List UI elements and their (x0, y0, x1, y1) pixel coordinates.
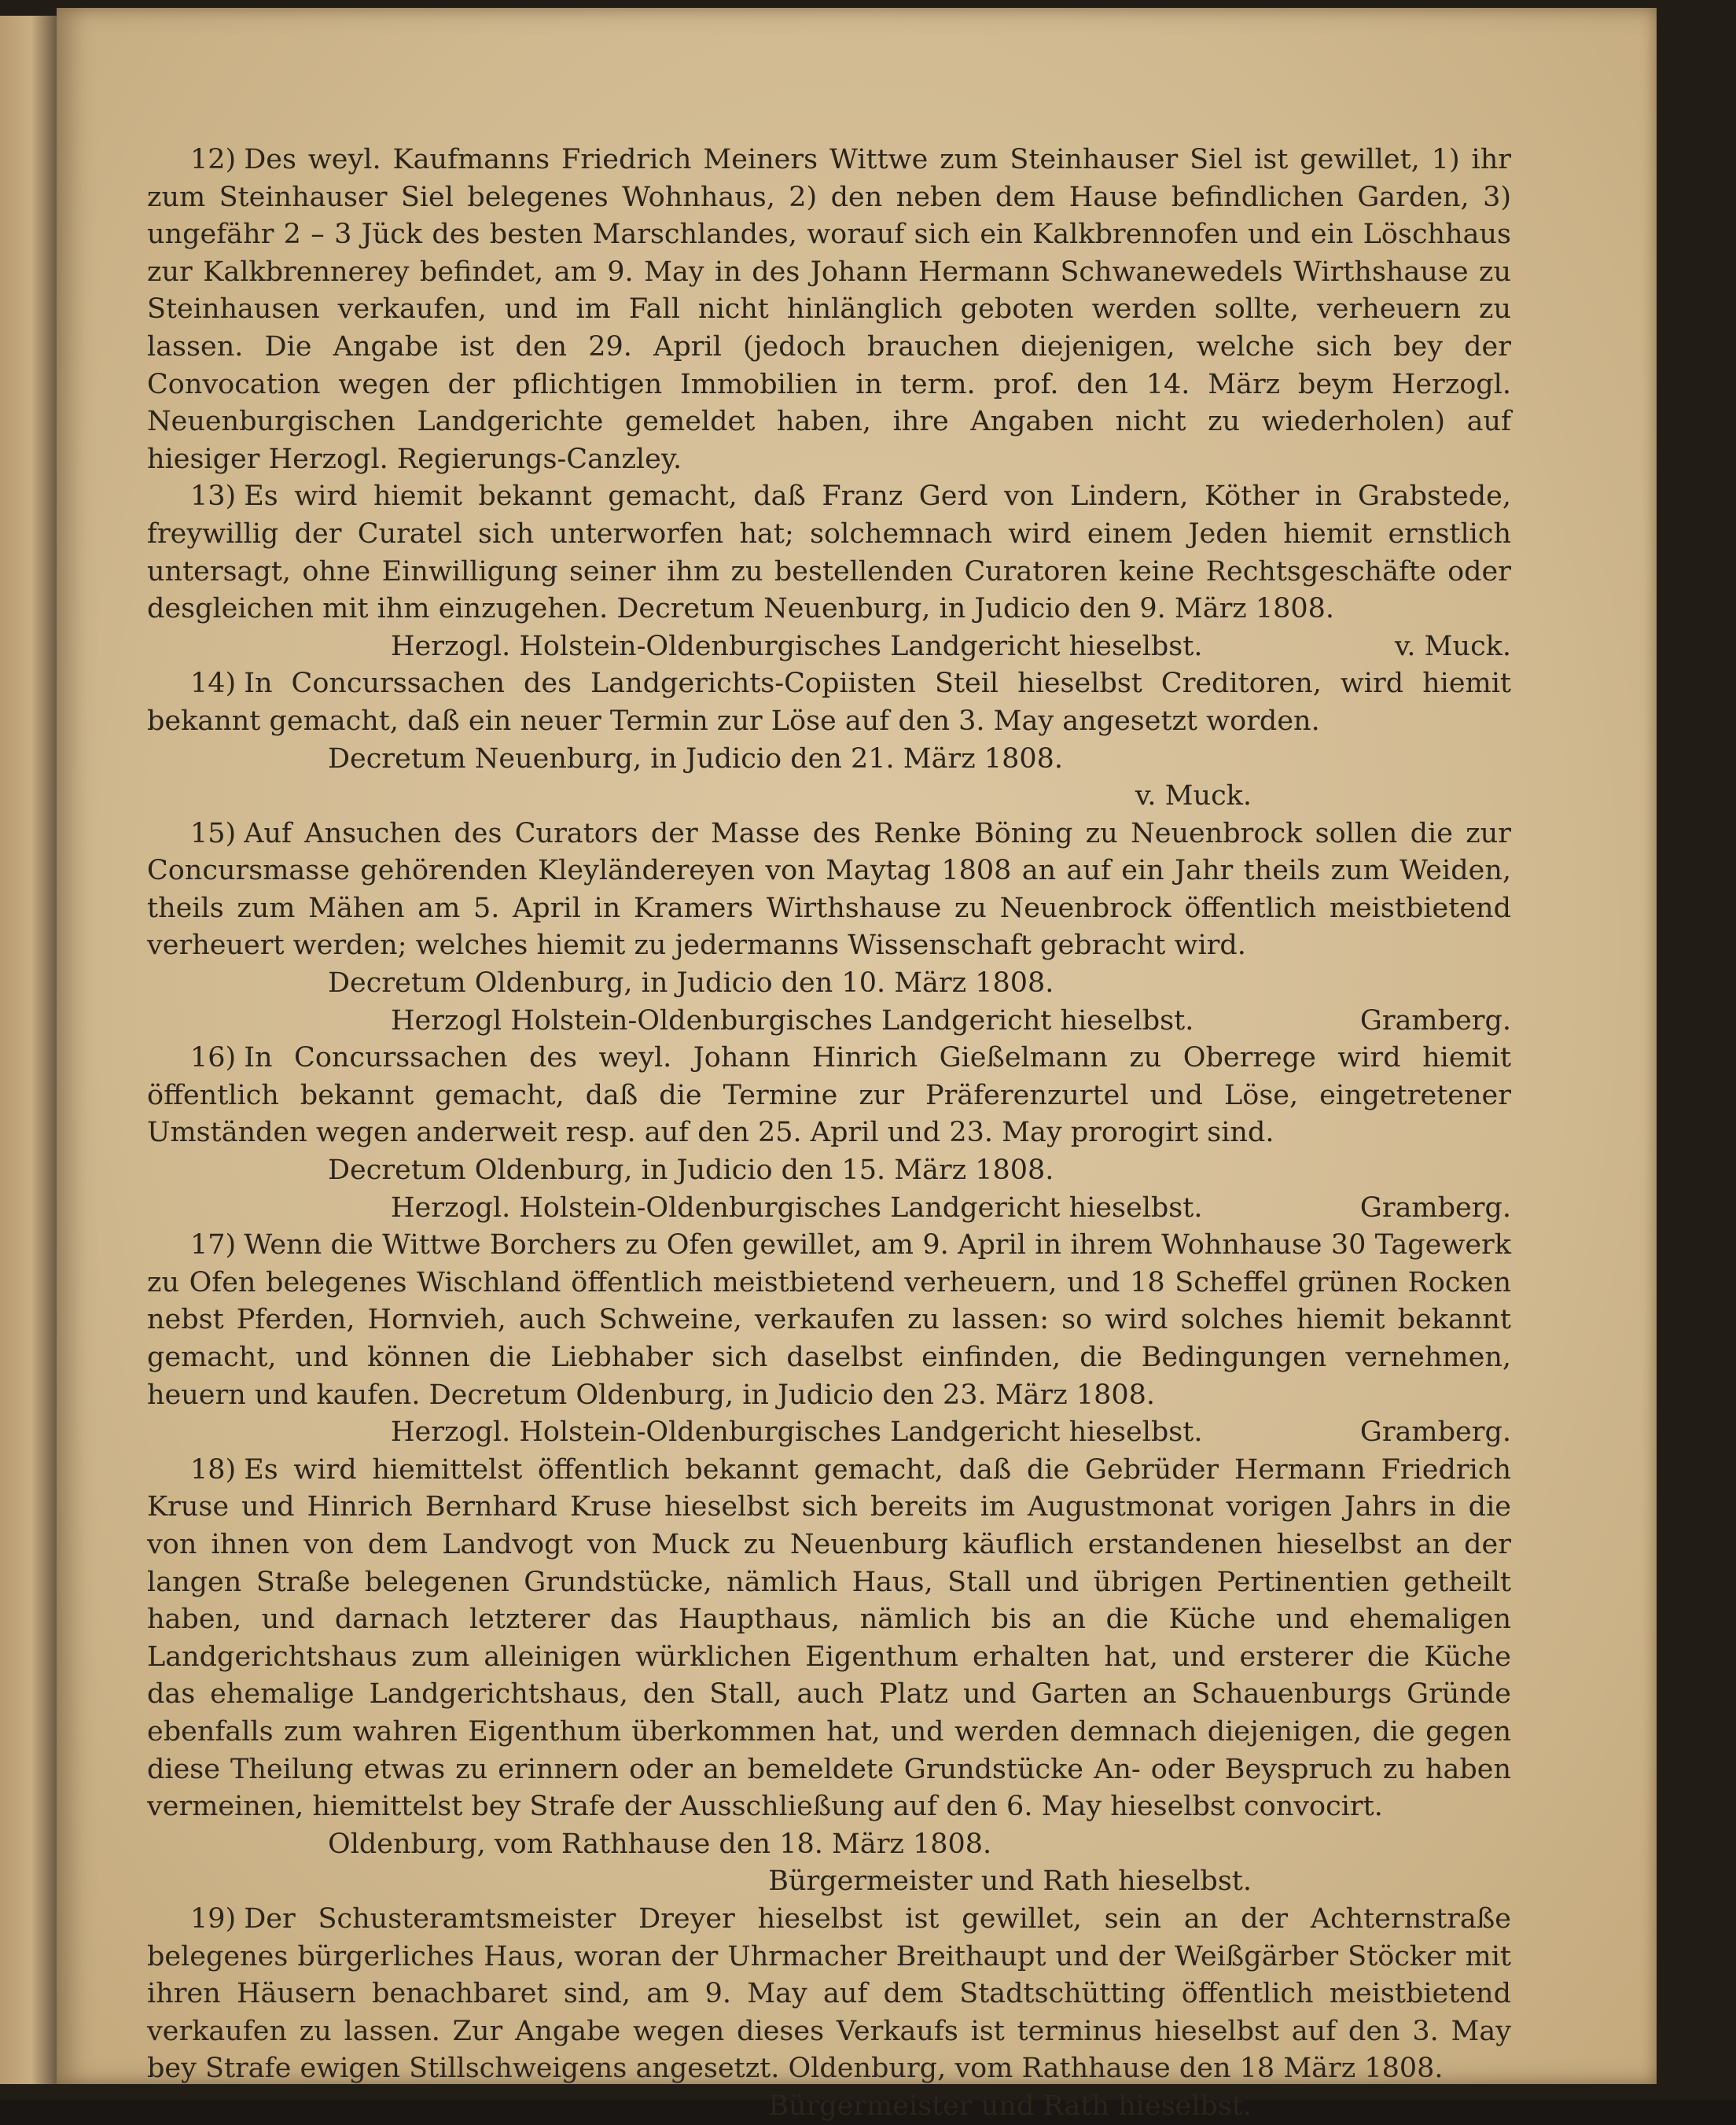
notice-body: Wenn die Wittwe Borchers zu Ofen gewillet, am 9. April in ihrem Wohnhause 30 Tagewerk zu Ofen belegenes Wischland öffentlich meistbietend verheuern, und 18 Scheffel grünen Rocken nebst Pferden, Hornvieh, auch Schweine, verkaufen zu lassen: so wird solches hiemit bekannt gemacht, und können die Liebhaber sich daselbst einfinden, die Bedingungen vernehmen, heuern und kaufen. Decretum Oldenburg, in Judicio den 23. März 1808. (147, 1229, 1511, 1411)
signatory: Gramberg. (1359, 1191, 1511, 1224)
issuing-court: Herzogl. Holstein-Oldenburgisches Landgericht hieselbst. (391, 1191, 1203, 1224)
notice-text (147, 1040, 1511, 1152)
notice-entry (147, 816, 1511, 1040)
notice-entry (147, 1040, 1511, 1227)
signatory: Bürgermeister und Rath hieselbst. (768, 1865, 1252, 1898)
notice-body: In Concurssachen des weyl. Johann Hinrich Gießelmann zu Oberrege wird hiemit öffentlich bekannt gemacht, daß die Termine zur Präferenzurtel und Löse, eingetretener Umständen wegen anderweit resp. auf den 25. April und 23. May prorogirt sind. (147, 1042, 1511, 1149)
notice-body: Des weyl. Kaufmanns Friedrich Meiners Wittwe zum Steinhauser Siel ist gewillet, 1) ihr zum Steinhauser Siel belegenes Wohnhaus, 2) den neben dem Hause befindlichen Garden, 3) ungefähr 2 – 3 Jück des besten Marschlandes, worauf sich ein Kalkbrennofen und ein Löschhaus zur Kalkbrennerey befindet, am 9. May in des Johann Hermann Schwanewedels Wirthshause zu Steinhausen verkaufen, und im Fall nicht hinlänglich geboten werden sollte, verheuern zu lassen. Die Angabe ist den 29. April (jedoch brauchen diejenigen, welche sich bey der Convocation wegen der pflichtigen Immobilien in term. prof. den 14. März beym Herzogl. Neuenburgischen Landgerichte gemeldet haben, ihre Angaben nicht zu wiederholen) auf hiesiger Herzogl. Regierungs-Canzley. (147, 144, 1511, 475)
notice-signature-line (147, 1003, 1511, 1040)
notice-number: 13) (190, 481, 237, 513)
notice-body: Der Schusteramtsmeister Dreyer hieselbst ist gewillet, sein an der Achternstraße belegenes bürgerliches Haus, woran der Uhrmacher Breithaupt und der Weißgärber Stöcker mit ihren Häusern benachbaret sind, am 9. May auf dem Stadtschütting öffentlich meistbietend verkaufen zu lassen. Zur Angabe wegen dieses Verkaufs ist terminus hieselbst auf den 3. May bey Strafe ewigen Stillschweigens angesetzt. Oldenburg, vom Rathhause den 18 März 1808. (147, 1902, 1511, 2085)
notice-signature-line (147, 778, 1511, 816)
notice-number: 12) (190, 144, 237, 175)
notice-body: Auf Ansuchen des Curators der Masse des Renke Böning zu Neuenbrock sollen die zur Concursmasse gehörenden Kleyländereyen von Maytag 1808 an auf ein Jahr theils zum Weiden, theils zum Mähen am 5. April in Kramers Wirthshause zu Neuenbrock öffentlich meistbietend verheuert werden; welches hiemit zu jedermanns Wissenschaft gebracht wird. (147, 817, 1511, 962)
signatory: Bürgermeister und Rath hieselbst. (768, 2090, 1252, 2122)
notice-signature-line (147, 1414, 1511, 1452)
signatory: v. Muck. (1394, 630, 1511, 662)
notice-signature-line (147, 628, 1511, 666)
notice-text (147, 1452, 1511, 1826)
notice-signature-line (147, 2088, 1511, 2125)
notice-number: 15) (190, 817, 237, 849)
notice-entry (147, 142, 1511, 478)
notice-entry (147, 1227, 1511, 1452)
notice-dateline: Oldenburg, vom Rathhause den 18. März 1808. (328, 1828, 992, 1860)
notice-body: Es wird hiemit bekannt gemacht, daß Franz Gerd von Lindern, Köther in Grabstede, freywillig der Curatel sich unterworfen hat; solchemnach wird einem Jeden hiemit ernstlich untersagt, ohne Einwilligung seiner ihm zu bestellenden Curatoren keine Rechtsgeschäfte oder desgleichen mit ihm einzugehen. Decretum Neuenburg, in Judicio den 9. März 1808. (147, 481, 1511, 625)
issuing-court: Herzogl. Holstein-Oldenburgisches Landgericht hieselbst. (391, 630, 1203, 662)
notice-entry (147, 1452, 1511, 1901)
notice-body: In Concurssachen des Landgerichts-Copiisten Steil hieselbst Creditoren, wird hiemit bekannt gemacht, daß ein neuer Termin zur Löse auf den 3. May angesetzt worden. (147, 668, 1511, 737)
notice-signature-line (147, 1190, 1511, 1228)
notice-entry (147, 478, 1511, 665)
notice-number: 19) (190, 1902, 237, 1935)
notice-text (147, 816, 1511, 965)
notice-entry (147, 665, 1511, 815)
issuing-court: Herzogl. Holstein-Oldenburgisches Landgericht hieselbst. (391, 1416, 1203, 1449)
notice-number: 17) (190, 1229, 237, 1261)
notice-number: 16) (190, 1042, 237, 1074)
notice-dateline: Decretum Neuenburg, in Judicio den 21. März 1808. (328, 742, 1064, 775)
notice-entry (147, 1901, 1511, 2125)
notice-signature-line (147, 1863, 1511, 1901)
notice-body: Es wird hiemittelst öffentlich bekannt gemacht, daß die Gebrüder Hermann Friedrich Kruse und Hinrich Bernhard Kruse hieselbst sich bereits im Augustmonat vorigen Jahrs in die von ihnen von dem Landvogt von Muck zu Neuenburg käuflich erstandenen hieselbst an der langen Straße belegenen Grundstücke, nämlich Haus, Stall und übrigen Pertinentien getheilt haben, und darnach letzterer das Haupthaus, nämlich bis an die Küche und ehemaligen Landgerichtshaus zum alleinigen würklichen Eigenthum erhalten hat, und ersterer die Küche das ehemalige Landgerichtshaus, den Stall, auch Platz und Garten an Schauenburgs Gründe ebenfalls zum wahren Eigenthum überkommen hat, und werden demnach diejenigen, die gegen diese Theilung etwas zu erinnern oder an bemeldete Grundstücke An- oder Beyspruch zu haben vermeinen, hiemittelst bey Strafe der Ausschließung auf den 6. May hieselbst convocirt. (147, 1453, 1511, 1823)
notice-text (147, 142, 1511, 478)
notice-text (147, 1227, 1511, 1414)
notices-column (147, 142, 1511, 2125)
signatory: v. Muck. (1135, 780, 1252, 812)
notice-number: 14) (190, 668, 237, 700)
issuing-court: Herzogl Holstein-Oldenburgisches Landgericht hieselbst. (391, 1004, 1194, 1037)
notice-dateline: Decretum Oldenburg, in Judicio den 10. März 1808. (328, 967, 1054, 1000)
left-page-edge (0, 16, 57, 2084)
signatory: Gramberg. (1359, 1004, 1511, 1037)
signatory: Gramberg. (1359, 1416, 1511, 1449)
newspaper-page (57, 8, 1657, 2122)
notice-dateline: Decretum Oldenburg, in Judicio den 15. März 1808. (328, 1155, 1054, 1187)
notice-text (147, 665, 1511, 740)
notice-text (147, 478, 1511, 628)
notice-number: 18) (190, 1453, 237, 1486)
notice-text (147, 1901, 1511, 2088)
